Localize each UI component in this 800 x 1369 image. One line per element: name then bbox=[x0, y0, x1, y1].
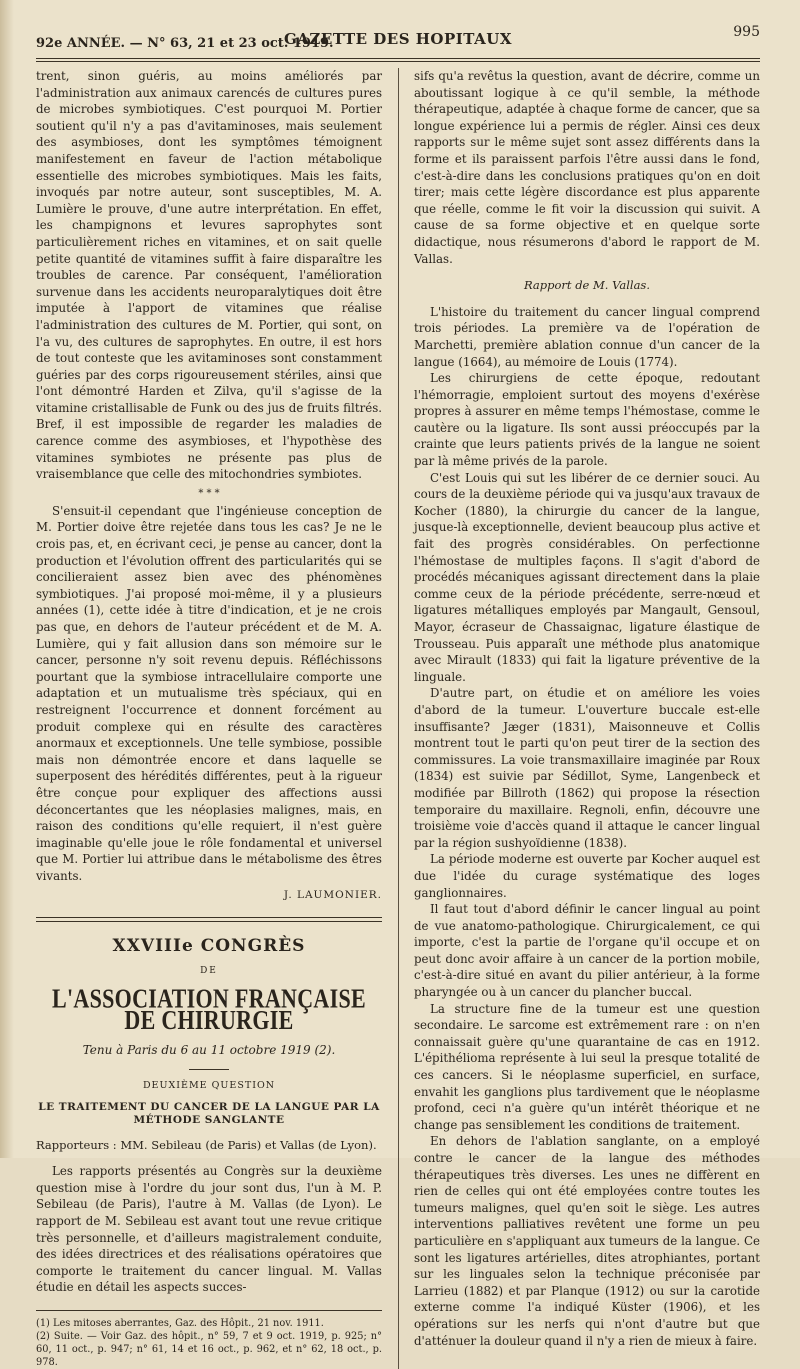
paragraph: S'ensuit-il cependant que l'ingénieuse conception de M. Portier doive être rejetée dans tous les cas? Je ne le crois pas, et, en écrivant ceci, je pense au cancer, dont la production et l'évolution offrent des particularités qui se concilieraient assez bien avec des phénomènes symbiotiques. J'ai proposé moi-même, il y a plusieurs années (1), cette idée à titre d'indication, et je ne crois pas que, en dehors de l'auteur précédent et de M. A. Lumière, qui y fait allusion dans son mémoire sur le cancer, personne n'y soit revenu depuis. Réfléchissons pourtant que la symbiose intracellulaire comporte une adaptation et un mutualisme très spéciaux, qui en restreignent l'occurrence et donnent forcément au produit complexe qui en résulte des caractères anormaux et exceptionnels. Une telle symbiose, possible mais non démontrée encore et dans laquelle se superposent des hérédités différentes, peut à la rigueur être conçue pour expliquer des affections aussi déconcertantes que les néoplasies malignes, mais, en raison des conditions qu'elle requiert, il n'est guère imaginable qu'elle joue le rôle fondamental et universel que M. Portier lui attribue dans le métabolisme des êtres vivants. bbox=[36, 503, 382, 883]
question-label: DEUXIÈME QUESTION bbox=[142, 1080, 276, 1092]
congress-association: L'ASSOCIATION FRANÇAISE DE CHIRURGIE bbox=[52, 982, 366, 1035]
footnote-rule bbox=[36, 1310, 382, 1311]
paragraph: Les rapports présentés au Congrès sur la deuxième question mise à l'ordre du jour sont dus, l'un à M. P. Sebileau (de Paris), l'autre à M. Vallas (de Lyon). Le rapport de M. Sebileau est avant tout une revue critique très personnelle, et d'ailleurs magistralement conduite, des idées directrices et des réalisations opératoires que comporte le traitement du cancer lingual. M. Vallas étudie en détail les aspects succes- bbox=[36, 1164, 382, 1295]
footnote: (2) Suite. — Voir Gaz. des hôpit., n° 59, 7 et 9 oct. 1919, p. 925; n° 60, 11 oct., p. 947; n° 61, 14 et 16 oct., p. 962, et n° 62, 18 oct., p. 978. bbox=[36, 1331, 382, 1368]
congress-number: XXVIIIe CONGRÈS bbox=[112, 936, 306, 957]
paragraph: C'est Louis qui sut les libérer de ce dernier souci. Au cours de la deuxième période qui va jusqu'aux travaux de Kocher (1880), la chirurgie du cancer de la langue, jusque-là exceptionnelle, devient beaucoup plus active et fait des progrès considérables. On perfectionne l'hémostase de multiples façons. Il s'agit d'abord de procédés mécaniques agissant directement dans la plaie comme ceux de la période précédente, serre-nœud et ligatures métalliques employés par Mangault, Gensoul, Mayor, écraseur de Chassaignac, ligature élastique de Trousseau. Puis apparaît une méthode plus anatomique avec Mirault (1833) qui fait la ligature préventive de la linguale. bbox=[414, 470, 760, 684]
running-header bbox=[36, 24, 760, 56]
left-column bbox=[36, 68, 382, 1369]
paragraph: Les chirurgiens de cette époque, redoutant l'hémorragie, emploient surtout des moyens d'exérèse propres à assurer en même temps l'hémostase, comme le cautère ou la ligature. Ils sont aussi préoccupés par la crainte que leurs patients privés de la langue ne soient par là même privés de la parole. bbox=[414, 371, 760, 469]
issue-info: 92e ANNÉE. — N° 63, 21 et 23 oct. 1919. bbox=[36, 36, 334, 51]
paragraph: trent, sinon guéris, au moins améliorés par l'administration aux animaux carencés de cultures pures de microbes symbiotiques. C'est pourquoi M. Portier soutient qu'il n'y a pas d'avitaminoses, mais seulement des asymbioses, dont les symptômes témoignent manifestement en faveur de l'action métabolique essentielle des microbes symbiotiques. Mais les faits, invoqués par notre auteur, sont susceptibles, M. A. Lumière le prouve, d'une autre interprétation. En effet, les champignons et levures saprophytes sont particulièrement riches en vitamines, et on sait quelle petite quantité de vitamines suffit à faire disparaître les troubles de carence. Par conséquent, l'amélioration survenue dans les accidents neuroparalytiques doit être imputée à l'apport de vitamines que réalise l'administration des cultures de M. Portier, qui sont, on l'a vu, des cultures de saprophytes. En outre, il est hors de tout conteste que les avitaminoses sont constamment guéries par des corps rigoureusement stériles, ainsi que l'ont démontré Harden et Zilva, qu'il s'agisse de la vitamine cristallisable de Funk ou des jus de fruits filtrés. Bref, il est impossible de regarder les maladies de carence comme des asymbioses, et l'hypothèse des vitamines symbiotes ne présente pas plus de vraisemblance que celle des mitochondries symbiotes. bbox=[36, 69, 382, 482]
paragraph: D'autre part, on étudie et on améliore les voies d'abord de la tumeur. L'ouverture buccale est-elle insuffisante? Jæger (1831), Maisonneuve et Collis montrent tout le parti qu'on peut tirer de la section des commissures. La voie transmaxillaire imaginée par Roux (1834) est suivie par Sédillot, Syme, Langenbeck et modifiée par Billroth (1862) qui propose la résection temporaire du maxillaire. Regnoli, enfin, découvre une troisième voie d'accès quand il attaque le cancer lingual par la région sushyoïdienne (1838). bbox=[414, 686, 760, 850]
author-signature: J. LAUMONIER. bbox=[283, 888, 382, 901]
paragraph: La structure fine de la tumeur est une question secondaire. Le sarcome est extrêmement rare : on n'en connaissait guère qu'une quarantaine de cas en 1912. L'épithélioma représente à lui seul la presque totalité de ces cancers. Si le néoplasme superficiel, en surface, envahit les ganglions plus tardivement que le néoplasme profond, ceci n'a guère qu'un intérêt théorique et ne change pas sensiblement les conditions de traitement. bbox=[414, 1001, 760, 1132]
paragraph: En dehors de l'ablation sanglante, on a employé contre le cancer de la langue des méthodes thérapeutiques très diverses. Les unes ne diffèrent en rien de celles qui ont été employées contre toutes les tumeurs malignes, quel qu'en soit le siège. Les autres interventions palliatives revêtent une forme un peu particulière en s'appliquant aux tumeurs de la langue. Ce sont les ligatures artérielles, dites atrophiantes, portant sur les linguales selon la technique préconisée par Larrieu (1882) et par Planque (1912) ou sur la carotide externe comme l'a indiqué Küster (1906), et les opérations sur les nerfs qui n'ont d'autre but que d'atténuer la douleur quand il n'y a rien de mieux à faire. bbox=[414, 1134, 760, 1348]
section-stars: * * * bbox=[198, 487, 220, 499]
question-title: LE TRAITEMENT DU CANCER DE LA LANGUE PAR LA MÉTHODE SANGLANTE bbox=[38, 1100, 380, 1126]
right-column bbox=[414, 68, 760, 1369]
header-rule bbox=[36, 58, 760, 62]
footnote: (1) Les mitoses aberrantes, Gaz. des Hôpit., 21 nov. 1911. bbox=[36, 1318, 324, 1329]
paragraph: La période moderne est ouverte par Kocher auquel est due l'idée du curage systématique des loges ganglionnaires. bbox=[414, 852, 760, 900]
journal-title: GAZETTE DES HOPITAUX bbox=[283, 30, 512, 48]
paragraph: Il faut tout d'abord définir le cancer lingual au point de vue anatomo-pathologique. Chirurgicalement, ce qui importe, c'est la partie de l'organe qu'il occupe et on peut donc avoir affaire à un cancer de la portion mobile, c'est-à-dire situé en avant du pilier antérieur, à la forme pharyngée ou à un cancer du plancher buccal. bbox=[414, 902, 760, 1000]
rapport-heading: Rapport de M. Vallas. bbox=[524, 278, 650, 293]
paragraph: L'histoire du traitement du cancer lingual comprend trois périodes. La première va de l'opération de Marchetti, première ablation connue d'un cancer de la langue (1664), au mémoire de Louis (1774). bbox=[414, 304, 760, 369]
paragraph: sifs qu'a revêtus la question, avant de décrire, comme un aboutissant logique à ce qu'il semble, la méthode thérapeutique, adaptée à chaque forme de cancer, que sa longue expérience lui a permis de régler. Ainsi ces deux rapports sur le même sujet sont assez différents dans la forme et ils paraissent parfois l'être aussi dans le fond, c'est-à-dire dans les conclusions pratiques qu'on en doit tirer; mais cette légère discordance est plus apparente que réelle, comme le fit voir la discussion qui suivit. A cause de sa forme objective et en quelque sorte didactique, nous résumerons d'abord le rapport de M. Vallas. bbox=[414, 69, 760, 266]
congress-dates: Tenu à Paris du 6 au 11 octobre 1919 (2). bbox=[82, 1043, 336, 1058]
column-divider bbox=[398, 68, 399, 1369]
section-divider bbox=[36, 917, 382, 922]
short-rule bbox=[189, 1069, 229, 1070]
rapporteurs: Rapporteurs : MM. Sebileau (de Paris) et Vallas (de Lyon). bbox=[36, 1137, 377, 1152]
congress-de: DE bbox=[200, 965, 218, 976]
two-column-body bbox=[36, 68, 760, 1369]
page-number: 995 bbox=[733, 24, 760, 40]
